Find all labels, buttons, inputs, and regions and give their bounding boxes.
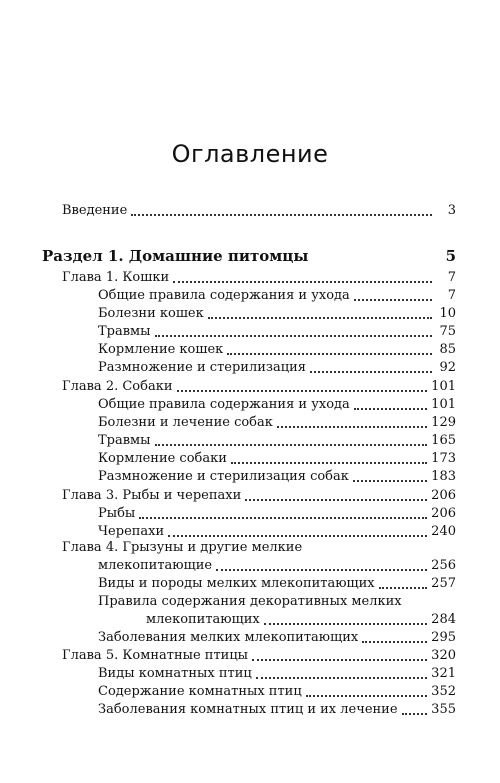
toc-entry-text: Виды комнатных птиц <box>98 666 252 681</box>
leader-dots <box>168 534 427 537</box>
leader-dots <box>155 334 432 337</box>
leader-dots <box>310 370 432 373</box>
toc-chapter-1[interactable] <box>62 269 456 286</box>
toc-entry-page: 321 <box>431 666 456 681</box>
toc-entry-text: Кормление кошек <box>98 342 224 357</box>
toc-entry-text: Заболевания комнатных птиц и их лечение <box>98 702 398 717</box>
leader-dots <box>277 425 427 428</box>
leader-dots <box>231 461 427 464</box>
leader-dots <box>354 298 432 301</box>
leader-dots <box>177 389 428 392</box>
leader-dots <box>256 676 427 679</box>
leader-dots <box>362 640 427 643</box>
leader-dots <box>402 712 428 715</box>
leader-dots <box>264 622 427 625</box>
toc-entry-text: Травмы <box>98 433 151 448</box>
toc-entry-page: 206 <box>431 488 456 503</box>
toc-entry-text: Травмы <box>98 324 151 339</box>
toc-entry-page: 320 <box>431 648 456 663</box>
toc-subentry[interactable] <box>98 523 456 540</box>
leader-dots <box>306 694 427 697</box>
toc-entry-page: 355 <box>431 702 456 717</box>
toc-entry-page: 173 <box>431 451 456 466</box>
leader-dots <box>139 516 427 519</box>
toc-chapter-4[interactable] <box>98 557 456 574</box>
toc-entry-page: 101 <box>431 379 456 394</box>
toc-entry-page: 85 <box>439 342 456 357</box>
leader-dots <box>353 479 427 482</box>
toc-subentry[interactable] <box>146 611 456 628</box>
toc-entry-text: млекопитающие <box>98 558 213 573</box>
toc-entry-page: 5 <box>445 247 456 265</box>
toc-subentry[interactable] <box>98 414 456 431</box>
toc-entry-page: 165 <box>431 433 456 448</box>
toc-entry-text: Заболевания мелких млекопитающих <box>98 630 359 645</box>
toc-entry-text: Кормление собаки <box>98 451 227 466</box>
toc-chapter-5[interactable] <box>62 647 456 664</box>
toc-entry-page: 352 <box>431 684 456 699</box>
toc-entry-text: Введение <box>62 203 128 218</box>
toc-entry-text: млекопитающих <box>146 612 260 627</box>
toc-subentry-line1: Правила содержания декоративных мелких <box>98 594 402 609</box>
toc-entry-page: 183 <box>431 469 456 484</box>
toc-entry-text: Болезни кошек <box>98 306 204 321</box>
toc-entry-page: 256 <box>431 558 456 573</box>
toc-entry-text: Размножение и стерилизация собак <box>98 469 349 484</box>
toc-entry-text: Содержание комнатных птиц <box>98 684 302 699</box>
toc-subentry[interactable] <box>98 450 456 467</box>
toc-entry-page: 206 <box>431 506 456 521</box>
toc-subentry[interactable] <box>98 505 456 522</box>
toc-entry-text: Глава 5. Комнатные птицы <box>62 648 249 663</box>
toc-entry-page: 257 <box>431 576 456 591</box>
toc-entry-page: 10 <box>439 306 456 321</box>
leader-gap <box>312 261 432 262</box>
toc-entry-text: Болезни и лечение собак <box>98 415 273 430</box>
leader-dots <box>354 407 427 410</box>
toc-entry-page: 284 <box>431 612 456 627</box>
leader-dots <box>245 498 427 501</box>
toc-entry-page: 3 <box>447 203 456 218</box>
toc-subentry[interactable] <box>98 701 456 718</box>
toc-subentry[interactable] <box>98 575 456 592</box>
leader-dots <box>227 352 432 355</box>
leader-dots <box>216 568 427 571</box>
toc-subentry[interactable] <box>98 323 456 340</box>
toc-entry-text: Размножение и стерилизация <box>98 360 306 375</box>
toc-entry-text: Виды и породы мелких млекопитающих <box>98 576 375 591</box>
toc-subentry[interactable] <box>98 683 456 700</box>
toc-entry-text: Глава 2. Собаки <box>62 379 173 394</box>
toc-chapter-2[interactable] <box>62 378 456 395</box>
toc-entry-text: Раздел 1. Домашние питомцы <box>42 247 309 265</box>
toc-section-1[interactable] <box>42 248 456 265</box>
toc-entry-text: Черепахи <box>98 524 165 539</box>
leader-dots <box>252 658 427 661</box>
toc-subentry[interactable] <box>98 432 456 449</box>
toc-entry-text: Рыбы <box>98 506 136 521</box>
leader-dots <box>173 280 432 283</box>
toc-subentry[interactable] <box>98 396 456 413</box>
page-title: Оглавление <box>171 140 329 168</box>
toc-subentry[interactable] <box>98 305 456 322</box>
leader-dots <box>131 213 432 216</box>
toc-subentry[interactable] <box>98 665 456 682</box>
leader-dots <box>155 443 428 446</box>
toc-entry-page: 101 <box>431 397 456 412</box>
toc-entry-text: Глава 1. Кошки <box>62 270 170 285</box>
toc-entry-text: Глава 3. Рыбы и черепахи <box>62 488 242 503</box>
toc-entry-page: 75 <box>439 324 456 339</box>
leader-dots <box>379 586 428 589</box>
toc-entry-page: 240 <box>431 524 456 539</box>
toc-entry-page: 7 <box>447 270 456 285</box>
toc-subentry[interactable] <box>98 359 456 376</box>
toc-entry-page: 129 <box>431 415 456 430</box>
toc-entry-text: Общие правила содержания и ухода <box>98 397 350 412</box>
toc-subentry[interactable] <box>98 287 456 304</box>
toc-entry-page: 7 <box>447 288 456 303</box>
toc-entry-page: 295 <box>431 630 456 645</box>
toc-chapter-4-line1: Глава 4. Грызуны и другие мелкие <box>62 540 303 555</box>
toc-entry-intro[interactable] <box>62 202 456 219</box>
toc-subentry[interactable] <box>98 341 456 358</box>
toc-entry-page: 92 <box>439 360 456 375</box>
toc-chapter-3[interactable] <box>62 487 456 504</box>
leader-dots <box>208 316 432 319</box>
toc-entry-text: Общие правила содержания и ухода <box>98 288 350 303</box>
toc-subentry[interactable] <box>98 468 456 485</box>
toc-subentry[interactable] <box>98 629 456 646</box>
